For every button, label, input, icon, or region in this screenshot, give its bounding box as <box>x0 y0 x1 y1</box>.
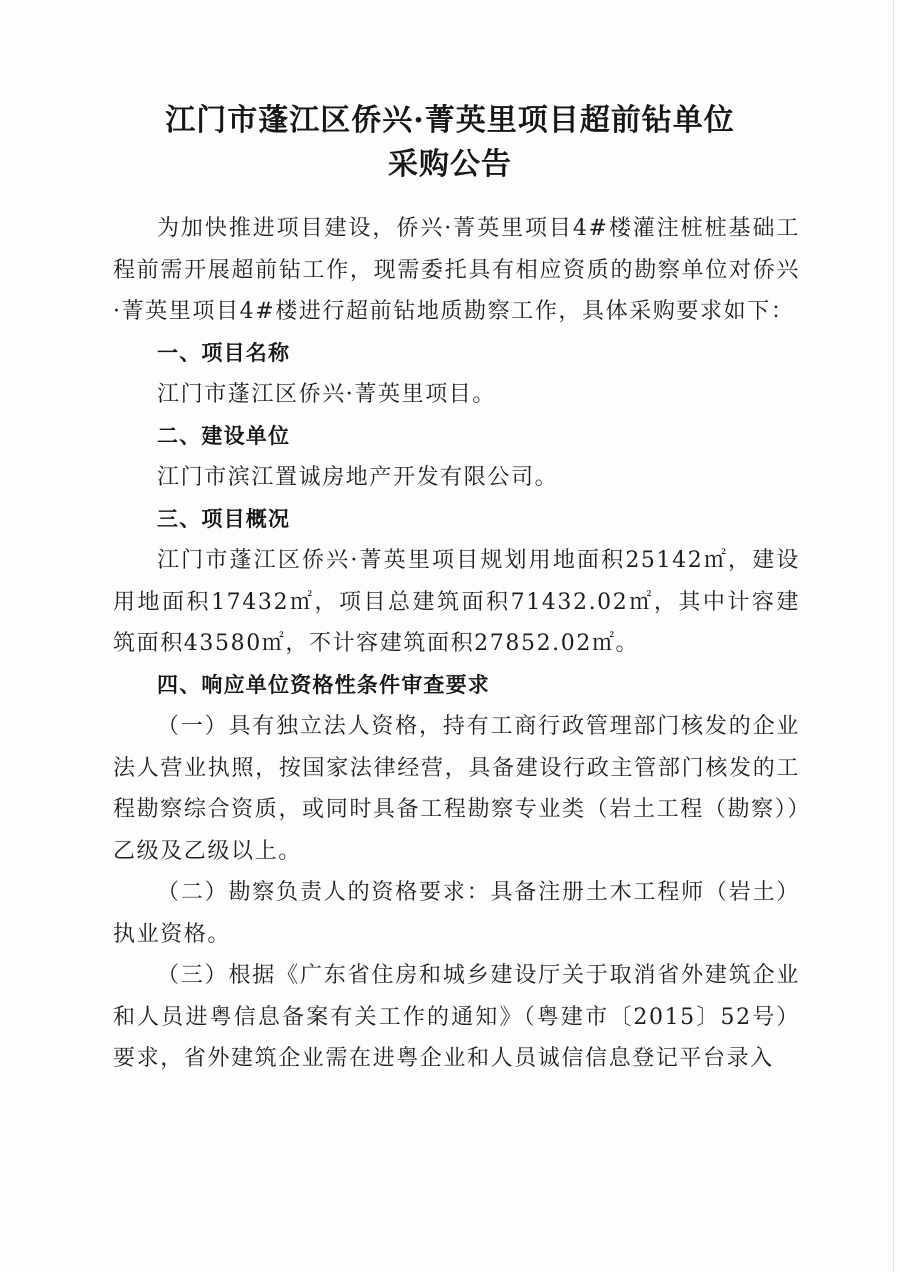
qualification-item-1: （一）具有独立法人资格，持有工商行政管理部门核发的企业法人营业执照，按国家法律经营，具备建设行政主管部门核发的工程勘察综合资质，或同时具备工程勘察专业类（岩土工程（勘察））乙级及乙级以上。 <box>113 714 800 864</box>
document-title-line-2: 采购公告 <box>388 147 512 182</box>
intro-paragraph: 为加快推进项目建设，侨兴·菁英里项目4#楼灌注桩桩基础工程前需开展超前钻工作，现需委托具有相应资质的勘察单位对侨兴·菁英里项目4#楼进行超前钻地质勘察工作，具体采购要求如下： <box>113 216 800 324</box>
section-heading-project-overview: 三、项目概况 <box>157 506 291 531</box>
document-title-line-1: 江门市蓬江区侨兴·菁英里项目超前钻单位 <box>165 103 735 138</box>
qualification-item-2: （二）勘察负责人的资格要求：具备注册土木工程师（岩土）执业资格。 <box>113 880 800 947</box>
document-body <box>113 208 800 1080</box>
section-heading-construction-unit: 二、建设单位 <box>157 423 291 448</box>
section-heading-project-name: 一、项目名称 <box>157 340 291 365</box>
qualification-item-3: （三）根据《广东省住房和城乡建设厅关于取消省外建筑企业和人员进粤信息备案有关工作的通知》（粤建市〔2015〕52号）要求，省外建筑企业需在进粤企业和人员诚信信息登记平台录入 <box>113 963 800 1071</box>
section-heading-qualification-requirements: 四、响应单位资格性条件审查要求 <box>157 672 490 697</box>
construction-unit-paragraph: 江门市滨江置诚房地产开发有限公司。 <box>157 465 559 490</box>
project-overview-paragraph: 江门市蓬江区侨兴·菁英里项目规划用地面积25142㎡，建设用地面积17432㎡，项目总建筑面积71432.02㎡，其中计容建筑面积43580㎡，不计容建筑面积27852.02㎡。 <box>113 548 800 656</box>
scan-edge-line <box>893 0 894 1272</box>
project-name-paragraph: 江门市蓬江区侨兴·菁英里项目。 <box>157 382 496 407</box>
